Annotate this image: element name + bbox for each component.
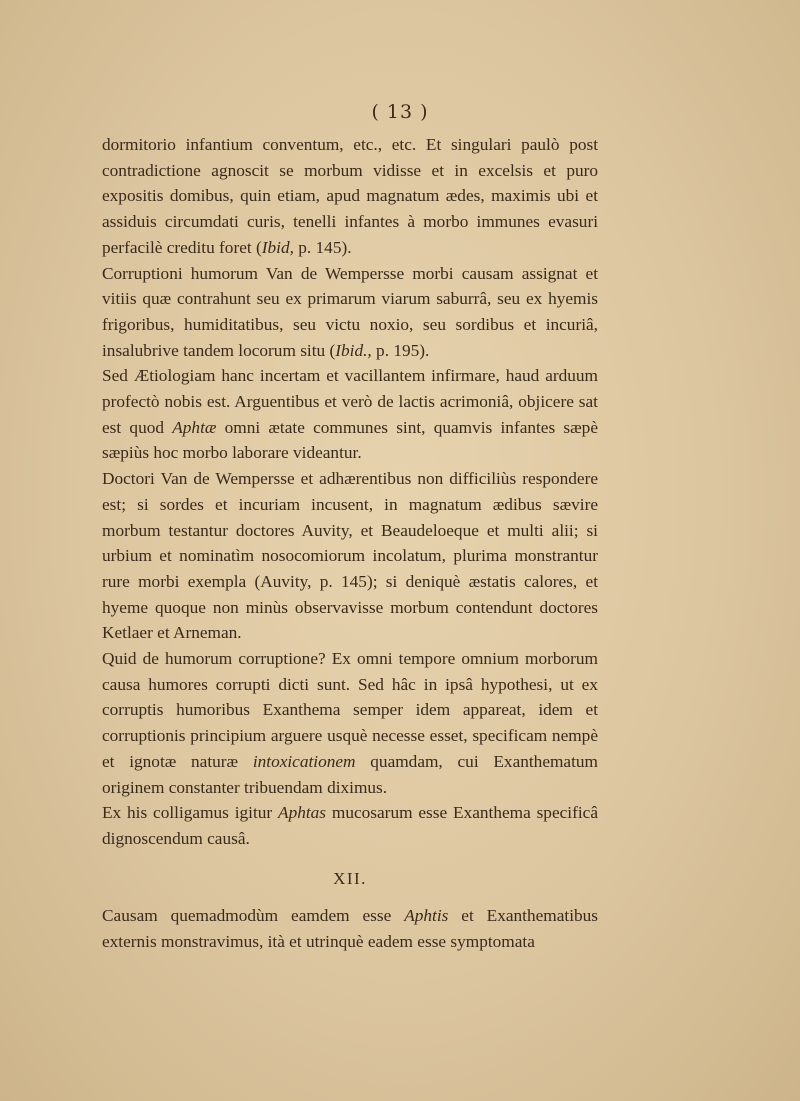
paragraph-1: dormitorio infantium conventum, etc., etc. Et singulari paulò post contradictione agnoscit se morbum vidisse et in excelsis et puro expositis domibus, quin etiam, apud magnatum ædes, maximis ubi et assiduis circumdati curis, tenelli infantes à morbo immunes evasuri perfacilè creditu foret (Ibid, p. 145). — [102, 135, 598, 257]
paragraph-7: Causam quemadmodùm eamdem esse Aphtis et Exanthematibus externis monstravimus, ità et utrinquè eadem esse symptomata — [102, 906, 599, 952]
section-heading: XII. — [333, 868, 367, 888]
paragraph-6: Ex his colligamus igitur Aphtas mucosarum esse Exanthema specificâ dignoscendum causâ. — [102, 803, 598, 848]
paragraph-4: Doctori Van de Wempersse et adhærentibus non difficiliùs respondere est; si sordes et incuriam incusent, in magnatum ædibus sævire morbum testantur doctores Auvity, et Beaudeloeque et multi alii; si urbium et nominatìm nosocomiorum incolatum, plurima monstrantur rure morbi exempla (Auvity, p. 145); si deniquè æstatis calores, et hyeme quoque non minùs observavisse morbum contendunt doctores Ketlaer et Arneman. — [102, 469, 598, 643]
paragraph-2: Corruptioni humorum Van de Wempersse morbi causam assignat et vitiis quæ contrahunt seu ex primarum viarum saburrâ, seu ex hyemis frigoribus, humiditatibus, seu victu noxio, seu sordibus et incuriâ, insalubrive tandem locorum situ (Ibid., p. 195). — [102, 263, 598, 360]
body-text — [102, 132, 598, 955]
paragraph-3: Sed Ætiologiam hanc incertam et vacillantem infirmare, haud arduum profectò nobis est. Arguentibus et verò de lactis acrimoniâ, objicere sat est quod Aphtæ omni ætate communes sint, quamvis infantes sæpè sæpiùs hoc morbo laborare videantur. — [102, 366, 598, 463]
page-number: ( 13 ) — [371, 101, 429, 123]
paragraph-5: Quid de humorum corruptione? Ex omni tempore omnium morborum causa humores corrupti dicti sunt. Sed hâc in ipsâ hypothesi, ut ex corruptis humoribus Exanthema semper idem appareat, idem et corruptionis principium arguere usquè necesse esset, specificam nempè et ignotæ naturæ intoxicationem quamdam, cui Exanthematum originem constanter tribuendam diximus. — [102, 649, 598, 797]
